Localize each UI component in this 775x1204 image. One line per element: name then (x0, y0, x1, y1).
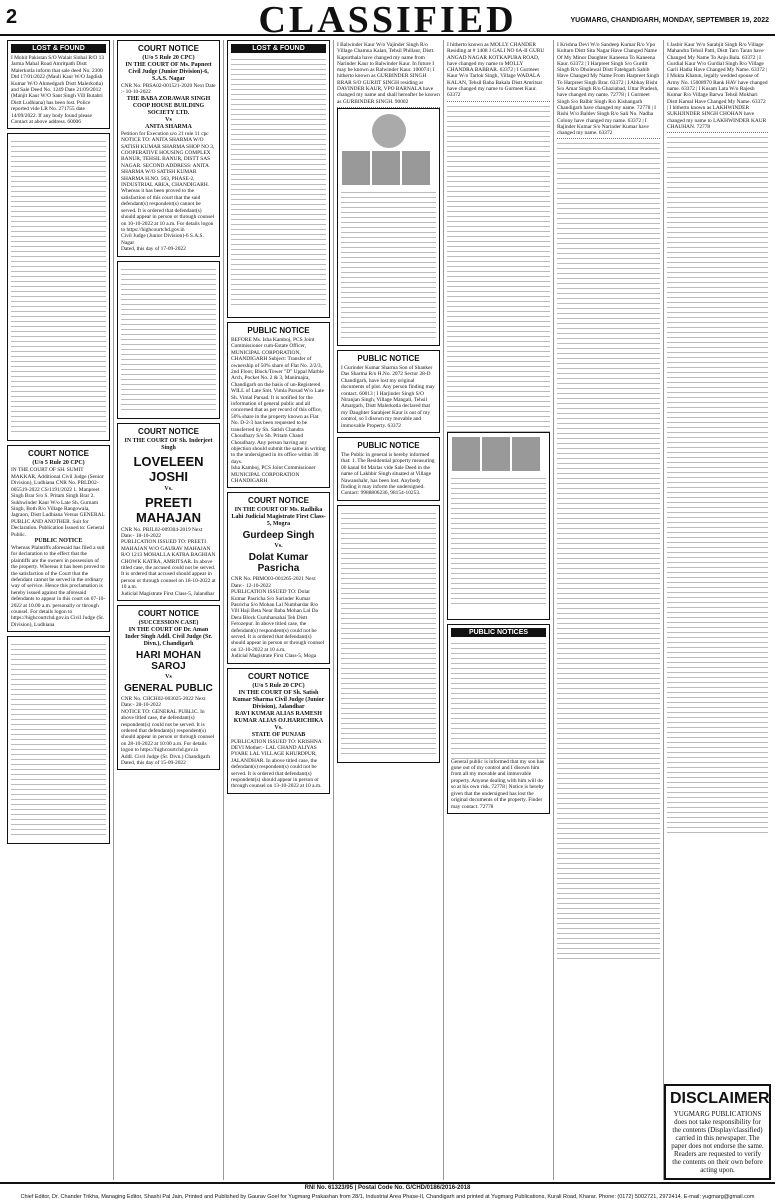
punjabi-text-block (231, 55, 326, 305)
court-notice-2-cnr: CNR No. PBSA02-001521-2020 Next Date :- 10-10-2022 (121, 83, 216, 96)
column-3 (224, 40, 334, 1180)
punjabi-notice-3 (337, 108, 440, 346)
court-notice-3-defendant: PREETI MAHAJAN (136, 494, 201, 525)
punjabi-text-block (451, 474, 546, 604)
column-1 (4, 40, 114, 1180)
court-notice-5-text: PUBLICATION ISSUED TO: Dolat Kumar Pasricha S/o Surinder Kumar Pasricha S/o Mohan Lal Numbardar R/o Vill Haji Beta Near Baba Mohan Lal Da Dera Block Guruharsahai Teh Distt Ferozepur. In above titled case, the defendant(s) respondent(s) could not be served. It is ordered that defendant(s) should appear in person or through counsel on 12-10-2022 at 10 a.m. (231, 589, 325, 653)
photo (342, 151, 370, 185)
court-notice-5-sign: Judicial Magistrate First Class-5, Moga (231, 653, 317, 660)
court-notice-4-cnr: CNR No. CHCH02-003025-2022 Next Date:- 28-10-2022 (121, 696, 206, 709)
court-notice-4 (117, 605, 220, 770)
page-number: 2 (6, 6, 18, 28)
public-notice-2 (337, 350, 440, 433)
court-notice-2-text: NOTICE TO: ANITA SHARMA W/O SATISH KUMAR SHARMA SHOP NO 3, COOPERATIVE HOUSING COMPLEX BANUR, TEHSIL BANUR, DISTT SAS NAGAR. SECOND ADDRESS: ANITA SHARMA W/O SATISH KUMAR SHARMA H.NO. 563, PHASE-2, INDUSTRIAL AREA, CHANDIGARH. Whereas it has been proved to the satisfaction of this court that the said defendant(s) respondent(s) cannot be served. It is ordered that defendant(s) should appear in person or through counsel on 10-10-2022 at 10 a.m. For details logon to https://highcourtchd.gov.in (121, 137, 215, 233)
public-notice-mc (227, 322, 330, 488)
footer-rni: RNI No. 61323/95 | Postal Code No. G/CHD/0186/2016-2018 (304, 1185, 471, 1191)
court-notice-2 (117, 40, 220, 257)
footer (0, 1182, 775, 1204)
court-notice-3-vs: Vs. (164, 485, 173, 492)
court-notice-5-title: COURT NOTICE (248, 496, 309, 506)
court-notice-1-heading: PUBLIC NOTICE (34, 537, 83, 544)
court-notice-4-dated: Dated, this day of 15-09-2022 (121, 760, 186, 767)
photo (372, 151, 400, 185)
masthead (0, 0, 775, 41)
court-notice-5-cnr: CNR No. PBMO03-001265-2021 Next Date:- 12-10-2022 (231, 576, 316, 589)
court-notice-5-plaintiff: Gurdeep Singh (242, 530, 315, 542)
photo (452, 437, 480, 471)
punjabi-notice-5 (447, 432, 550, 620)
dateline: YUGMARG, CHANDIGARH, MONDAY, SEPTEMBER 19, 2022 (570, 17, 769, 24)
name-change-ads: I Krishna Devi W/o Sandeep Kumar R/o Vpo Kultarn Distt Sita Nagar Have Changed Name Of My Minor Daughter Kaneena To Kaneena Kaur. 63372 | I Harpreet Singh S/o Gurdit Singh R/o Dholewal Distt Fatehgarh Sahib Have Changed My Name From Harpreet Singh To Harpreet Singh Brar. 63372 | I Abhay Bisht S/o Amar Singh R/o Ghaziabad, Uttar Pradesh, have changed my name. 72778 | I Gurmeet Singh S/o Balbir Singh R/o Kishangarh Chandigarh have changed my name. 72778 | I Rishi W/o Baldev Singh R/o Sali No. Nadha Colony have changed my name. 63372 | I Rajinder Kumar S/o Narinder Kumar have changed my name. 63372 (557, 40, 660, 139)
disclaimer-title: DISCLAIMER (670, 1090, 770, 1107)
punjabi-text-block (121, 265, 216, 411)
public-notices (447, 624, 550, 814)
name-change-list (447, 102, 550, 432)
court-notice-4-subtitle: (SUCCESSION CASE) (138, 620, 199, 626)
column-7 (664, 40, 771, 1180)
court-notice-4-text: NOTICE TO: GENERAL PUBLIC. In above titled case, the defendant(s) respondent(s) could not be served. It is ordered that defendant(s) respondent(s) should appear in person or through counsel on 28-10-2022 at 10:00 a.m. For details logon to https://highcourtchd.gov.in (121, 708, 215, 754)
column-6 (554, 40, 664, 1180)
court-notice-2-judge: Civil Judge (Junior Division)-6, S.A.S. Nagar (128, 69, 209, 82)
court-notice-6-text: PUBLICATION ISSUED TO: KRISHNA DEVI Mother:- LAL CHAND ALIYAS PYARE LAL VILLAGE KHURDPUR, JALANDHAR. In above titled case, the defendant(s) respondent(s) could not be served. It is ordered that defendant(s) respondent(s) should appear in person or through counsel on 13-10-2022 at 10 a.m. (231, 738, 322, 790)
court-notice-2-plaintiff: THE BABA ZORAWAR SINGH COOP HOUSE BUILDING SOCIETY LTD. (126, 95, 211, 116)
public-notice-mc-text: BEFORE Ms. Isha Kamboj, PCS Joint Commissioner cum-Estate Officer, MUNICIPAL CORPORATION, CHANDIGARH Subject: Transfer of ownership of 50% share of Flat No. 2/2/3, 2nd Floor, Block/Tower "D" Uppal Marble Arch, Pocket No. 2 & 3, Manimajra, Chandigarh on the basis of un-Registered WILL of Late Smt. Vimla Parsad W/o Late Sh. Vimal Parsad. It is notified for the information of general public and all concerned that as per record of this office, 50% share in the property known as Flat No. D-2-3 has been requested to be transferred by Sh. Satish Chandra Choudhary S/o Sh. Pritam Chand Choudhary. Any person having any objection should submit the same in writing to the undersigned in its office within 30 days. (231, 337, 326, 465)
court-notice-1-body: Whereas Plaintiffs aforesaid has filed a suit for declaration to the effect that the plaintiffs are the owners in possession of the property. Whereas it has been proved to the satisfaction of the Court that the defendant cannot be served in the ordinary way of service. Hence this proclamation is hereby issued against the aforesaid defendants to appear in this court on 07-10-2022 at 10.00 a.m. personally or through counsel. For details logon to https://highcourtchd.gov.in Civil Judge (Sr. Division), Ludhiana (11, 544, 106, 628)
punjabi-court-notice (7, 636, 110, 844)
court-notice-2-rule: (U/o 5 Rule 20 CPC) (142, 55, 195, 61)
court-notice-1-title: COURT NOTICE (28, 449, 89, 459)
court-notice-4-sign: Addl. Civil Judge (Sr. Divn.) Chandigarh (121, 753, 210, 760)
public-notice-3-text: The Public in general is hereby informed that: 1. The Residential property measuring 00 kanal 04 Marlas vide Sale Deed in the name of Lakhbir Singh situated at Village Nawanshahr, has been lost. Anybody finding it may inform the undersigned. Contact: 9988806236, 98154-10253. (341, 452, 435, 497)
lost-found-text: I Mohit Pakistan S/O Walait Sinhal R/O 13 Jarma Mahal Road Amritpath Distt Malerkotla inform that sale deed No. 2300 Dtd 17/01/2022 (Mauli Kaur W/O Jagdish Kumar W/O Ahmedgarh Distt Malerkotla) and Sale Deed No. 1249 Date 21/09/2012 (Manjit Kaur W/O Sant Singh Vill Butahri Distt Ludhiana) has been lost. Police reported vide LR No. 271755 date 14/09/2022. If any body found please Contact at above address. 60006 (11, 55, 105, 126)
court-notice-6-defendant: STATE OF PUNJAB (251, 731, 306, 738)
punjabi-notice-4 (337, 505, 440, 763)
punjabi-notice (7, 133, 110, 441)
court-notice-6-rule: (U/o 5 Rule 20 CPC) (252, 682, 305, 689)
court-notice-6-court: IN THE COURT OF Sh. Satish Kumar Sharma Civil Judge (Junior Division), Jalandhar (232, 689, 325, 710)
lost-found-ad (7, 40, 110, 129)
court-notice-4-court: IN THE COURT OF Dr. Aman Inder Singh Addl. Civil Judge (Sr. Divn.), Chandigarh (125, 627, 212, 647)
court-notice-5-vs: Vs. (274, 543, 283, 550)
court-notice-4-title: COURT NOTICE (138, 609, 199, 618)
punjabi-text-block (11, 137, 106, 433)
classified-columns (4, 40, 771, 1180)
public-notice-3 (337, 437, 440, 501)
public-notice-mc-sign: Isha Kamboj, PCS Joint Commissioner MUNICIPAL CORPORATION CHANDIGARH (231, 465, 316, 484)
court-notice-3 (117, 423, 220, 601)
court-notice-4-defendant: GENERAL PUBLIC (124, 683, 213, 694)
court-notice-2-vs: Vs (165, 116, 172, 123)
court-notice-2-title: COURT NOTICE (138, 44, 199, 53)
court-notice-2-petition: Petition for Execution u/o 21 rule 11 cpc (121, 130, 209, 137)
punjabi-text-block (341, 188, 436, 338)
section-title: CLASSIFIED (258, 0, 517, 41)
public-notice-3-title: PUBLIC NOTICE (357, 441, 420, 451)
name-change-list (557, 139, 660, 959)
emblem-icon (372, 114, 406, 148)
disclaimer-text: YUGMARG PUBLICATIONS does not take responsibility for the contents (Display/classified) carried in this newspaper. The paper does not endorse the same. Readers are requested to verify the contents on their own before acting upon. (671, 1110, 764, 1174)
court-notice-2-sign: Civil Judge (Junior Division)-6 S.A.S. Nagar (121, 233, 204, 246)
lost-found-heading: LOST & FOUND (11, 44, 106, 53)
court-notice-3-title: COURT NOTICE (138, 426, 199, 436)
public-notice-2-text: I Gurinder Kumar Sharma Son of Shanker Das Sharma R/o H.No. 2072 Sector 28-D Chandigarh, have lost my original documents of plot. Any person finding may contact. 60013 | I Harjinder Singh S/O Niranjan Singh, Village Mangali, Tehsil Amargarh, Distt Malerkotla declared that my Daughter Sarabjeet Kaur is out of my control, so I disown my movable and immovable Property. 63372 (341, 364, 435, 429)
photo (512, 437, 540, 471)
court-notice-5 (227, 492, 330, 663)
column-4 (334, 40, 444, 1180)
court-notice-4-plaintiff: HARI MOHAN SAROJ (136, 650, 201, 672)
punjabi-text-block (451, 639, 546, 759)
photo (402, 151, 430, 185)
court-notice-3-cnr: CNR No. PBJL02-009304-2019 Next Date:- 18-10-2022 (121, 526, 203, 539)
footer-imprint: Chief Editor, Dr. Chander Trikha, Managing Editor, Shashi Pal Jain, Printed and Published by Gaurav Goel for Yugmarg Prakashan from 28/1, Industrial Area Phase-II, Chandigarh and printed at Yugmarg Publications, Kurali Road, Kharar. Phone: (0172) 5002721, 2972414. E-mail: yugmarg@gmail.com (20, 1194, 755, 1200)
court-notice-3-court: IN THE COURT OF Sh. Inderjeet Singh (124, 437, 213, 451)
court-notice-3-sign: Judicial Magistrate First Class-5, Jalandhar (121, 590, 215, 597)
court-notice-1-text: IN THE COURT OF SH. SUMIT MAKKAR, Additional Civil Judge (Senior Division), Ludhiana CNR No. PBLD02-005519-2022 CS/1191/2022 1. Manpreet Singh Brar S/o S. Pritam Singh Brar 2. Sukhwinder Kaur W/o Late Sh. Gurnam Singh, Both R/o Village Rangowala, Jagraon, Distt Ludhiana Versus GENERAL PUBLIC AND ANOTHER. Suit for Declaration. Publication Issued to: General Public. (11, 467, 105, 538)
court-notice-6 (227, 668, 330, 794)
column-5 (444, 40, 554, 1180)
name-change-ads: I Jasbir Kaur W/o Sarabjit Singh R/o Village Mahandra Tehsil Patti, Distt Tarn Taran have Changed My Name To Anju Bala. 63372 | I Gurdial Kaur W/o Gurdial Singh R/o Village Garli Hadia Have Changed My Name. 63372 | I Mukta Khatun, legally wedded spouse of Army No. 15008970 Rank HAV have changed name. 63372 | I Kusam Lata W/o Rajesh Kumar R/o Village Barwa Tehsil Mokhari Distt Kamal Have Changed My Name. 63372 | I hitherto known as LAKHWINDER SUKHJINDER SINGH CHOHAN have changed my name to LAKHWINDER KAUR CHAUHAN. 72778 (667, 40, 768, 133)
column-2 (114, 40, 224, 1180)
photo (482, 437, 510, 471)
punjabi-lost-found (227, 40, 330, 318)
lost-found-heading-2: LOST & FOUND (231, 44, 326, 53)
court-notice-1 (7, 445, 110, 632)
name-change-list (667, 133, 768, 833)
disclaimer (664, 1084, 771, 1180)
court-notice-3-plaintiff: LOVELEEN JOSHI (133, 453, 204, 484)
punjabi-text-block (341, 509, 436, 755)
court-notice-1-rule: (U/o 5 Rule 20 CPC) (32, 460, 85, 467)
court-notice-2-dated: Dated, this day of 17-09-2022 (121, 246, 186, 253)
public-notices-heading: PUBLIC NOTICES (451, 628, 546, 637)
name-change-ads: I Balwinder Kaur W/o Vajinder Singh R/o Village Chamna Kalan, Tehsil Phillaur, Distt. Kapurthala have changed my name from Narinder Kaur to Balwinder Kaur. In future I may be known as Balwinder Kaur. 100074 | I hitherto known as GURBINDER SINGH BRAR S/O GURJIT SINGH residing at DAVINDER KAUR, VPO BARNALA have changed my name and shall hereafter be known as GURBINDER SINGH. 90002 (337, 40, 440, 108)
punjabi-text-block (11, 640, 106, 836)
court-notice-6-plaintiff: RAVI KUMAR ALIAS RAMESH KUMAR ALIAS OJ.HARICHIKA (233, 710, 324, 724)
public-notices-text: General public is informed that my son has gone out of my control and I disown him from all my movable and immovable property. Anyone dealing with him will do so at his own risk. 72778 | Notice is hereby given that the undersigned has lost the original documents of the property. Finder may contact. 72778 (451, 758, 545, 810)
court-notice-6-title: COURT NOTICE (248, 671, 309, 681)
court-notice-2-court: IN THE COURT OF Ms. Papneet (125, 62, 212, 68)
punjabi-notice-2 (117, 261, 220, 419)
court-notice-5-court: IN THE COURT OF Ms. Radhika Lahi Judicial Magistrate First Class-5, Mogra (231, 507, 326, 528)
court-notice-6-vs: Vs. (274, 724, 283, 731)
court-notice-4-vs: Vs (165, 674, 172, 680)
public-notice-2-title: PUBLIC NOTICE (357, 353, 420, 363)
court-notice-5-defendant: Dolat Kumar Pasricha (248, 552, 309, 575)
court-notice-2-defendant: ANITA SHARMA (145, 123, 192, 130)
name-change-ads: I hitherto known as MOLLY CHANDER Residing at # 1408 J GALI NO 6A-II GURU ANGAD NAGAR KOTKAPURA ROAD, have changed my name to MOLLY CHANDRA BABBAR. 63372 | I Gurmeet Kaur W/o Tarlok Singh, Village WADALA KALAN, Tehsil Baba Bakala Distt Amritsar have changed my name to Gurmeet Kaur. 63372 (447, 40, 550, 102)
court-notice-3-text: PUBLICATION ISSUED TO: PREETI MAHAJAN W/O GAURAV MAHAJAN R/O 1213 MOHALLA KATRA BAGHIAN CHOWK KATRA, AMRITSAR. In above titled case, the accused could not be served. It is ordered that accused should appear in person or through counsel on 18-10-2022 at 10 a.m. (121, 539, 216, 591)
public-notice-mc-title: PUBLIC NOTICE (247, 326, 310, 335)
